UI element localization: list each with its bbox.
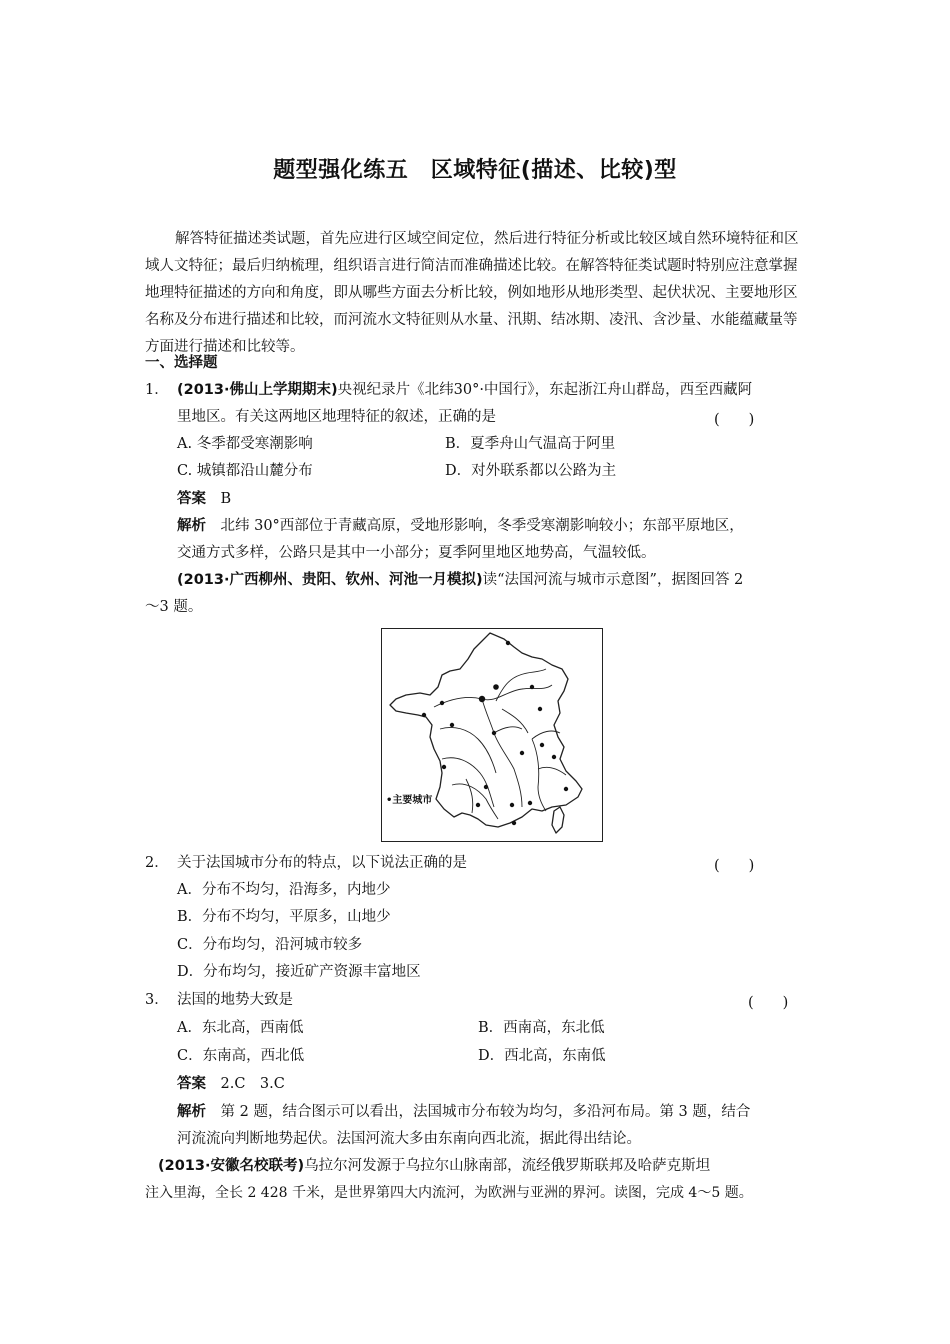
q3-stem: 法国的地势大致是	[177, 992, 293, 1008]
map-legend	[386, 791, 432, 806]
group2-text-a: 读“法国河流与城市示意图”，据图回答 2	[482, 572, 744, 588]
q2-option-d: D．分布均匀，接近矿产资源丰富地区	[177, 964, 421, 980]
q3-number: 3．	[145, 992, 169, 1008]
legend-label: 主要城市	[392, 795, 433, 806]
q1-answer	[177, 486, 231, 513]
q3-answer-value: 2.C 3.C	[220, 1076, 285, 1092]
q1-answer-blank: ( )	[714, 412, 755, 428]
q2-stem: 关于法国城市分布的特点，以下说法正确的是	[177, 855, 467, 871]
q1-analysis-line1	[177, 513, 744, 540]
q3-answer-label: 答案	[177, 1076, 206, 1092]
q3-analysis-line2: 河流流向判断地势起伏。法国河流大多由东南向西北流，据此得出结论。	[177, 1131, 641, 1147]
group4-intro-line2: 注入里海，全长 2 428 千米，是世界第四大内流河，为欧洲与亚洲的界河。读图，完成 4～5 题。	[145, 1185, 753, 1201]
q2-option-c: C．分布均匀，沿河城市较多	[177, 937, 363, 953]
q2-option-a: A．分布不均匀，沿海多，内地少	[177, 882, 391, 898]
q3-answer-blank: ( )	[748, 995, 789, 1011]
q2-number: 2．	[145, 855, 169, 871]
page-title: 题型强化练五 区域特征(描述、比较)型	[273, 158, 677, 183]
q1-number: 1．	[145, 382, 169, 398]
q3-analysis-a: 第 2 题，结合图示可以看出，法国城市分布较为均匀，多沿河布局。第 3 题，结合	[220, 1104, 751, 1120]
q3-analysis-line1	[177, 1099, 750, 1126]
q1-stem-line2: 里地区。有关这两地区地理特征的叙述，正确的是	[177, 409, 496, 425]
q3-analysis-label: 解析	[177, 1104, 206, 1120]
q1-stem-a: 央视纪录片《北纬30°·中国行》，东起浙江舟山群岛，西至西藏阿	[337, 382, 753, 398]
group2-intro-line2: ～3 题。	[145, 599, 203, 615]
q1-source: (2013·佛山上学期期末)	[177, 382, 338, 398]
river-network	[434, 669, 566, 819]
q1-option-c: C. 城镇都沿山麓分布	[177, 463, 313, 479]
intro-paragraph: 解答特征描述类试题，首先应进行区域空间定位，然后进行特征分析或比较区域自然环境特征和区域人文特征；最后归纳梳理，组织语言进行简洁而准确描述比较。在解答特征类试题时特别应注意掌握地理特征描述的方向和角度，即从哪些方面去分析比较，例如地形从地形类型、起伏状况、主要地形区名称及分布进行描述和比较，而河流水文特征则从水量、汛期、结冰期、凌汛、含沙量、水能蕴藏量等方面进行描述和比较等。	[145, 231, 799, 355]
q3-option-c: C．东南高，西北低	[177, 1048, 305, 1064]
q1-option-a: A. 冬季都受寒潮影响	[177, 436, 313, 452]
q3-answer	[177, 1071, 285, 1098]
q1-analysis-label: 解析	[177, 518, 206, 534]
france-rivers-cities-map	[381, 628, 603, 842]
group4-text-a: 乌拉尔河发源于乌拉尔山脉南部，流经俄罗斯联邦及哈萨克斯坦	[304, 1158, 711, 1174]
q1-analysis-line2: 交通方式多样，公路只是其中一小部分；夏季阿里地区地势高，气温较低。	[177, 545, 656, 561]
group4-intro-line1	[158, 1153, 710, 1180]
group2-source: (2013·广西柳州、贵阳、钦州、河池一月模拟)	[177, 572, 483, 588]
q1-option-b: B．夏季舟山气温高于阿里	[445, 436, 616, 452]
q1-analysis-a: 北纬 30°西部位于青藏高原，受地形影响，冬季受寒潮影响较小；东部平原地区，	[220, 518, 744, 534]
map-drawing	[382, 629, 602, 841]
legend-city-dot-icon: •	[386, 795, 393, 806]
group2-intro-line1	[177, 567, 743, 594]
q1-answer-value: B	[220, 491, 232, 507]
section-heading: 一、选择题	[145, 355, 218, 371]
q3-option-b: B．西南高，东北低	[478, 1020, 605, 1036]
q1-option-d: D．对外联系都以公路为主	[445, 463, 617, 479]
q2-answer-blank: ( )	[714, 858, 755, 874]
q3-option-d: D．西北高，东南低	[478, 1048, 606, 1064]
q3-option-a: A．东北高，西南低	[177, 1020, 304, 1036]
q1-stem-line1	[177, 377, 752, 404]
city-markers	[422, 641, 568, 825]
q1-answer-label: 答案	[177, 491, 206, 507]
q2-option-b: B．分布不均匀，平原多，山地少	[177, 909, 391, 925]
group4-source: (2013·安徽名校联考)	[158, 1158, 305, 1174]
